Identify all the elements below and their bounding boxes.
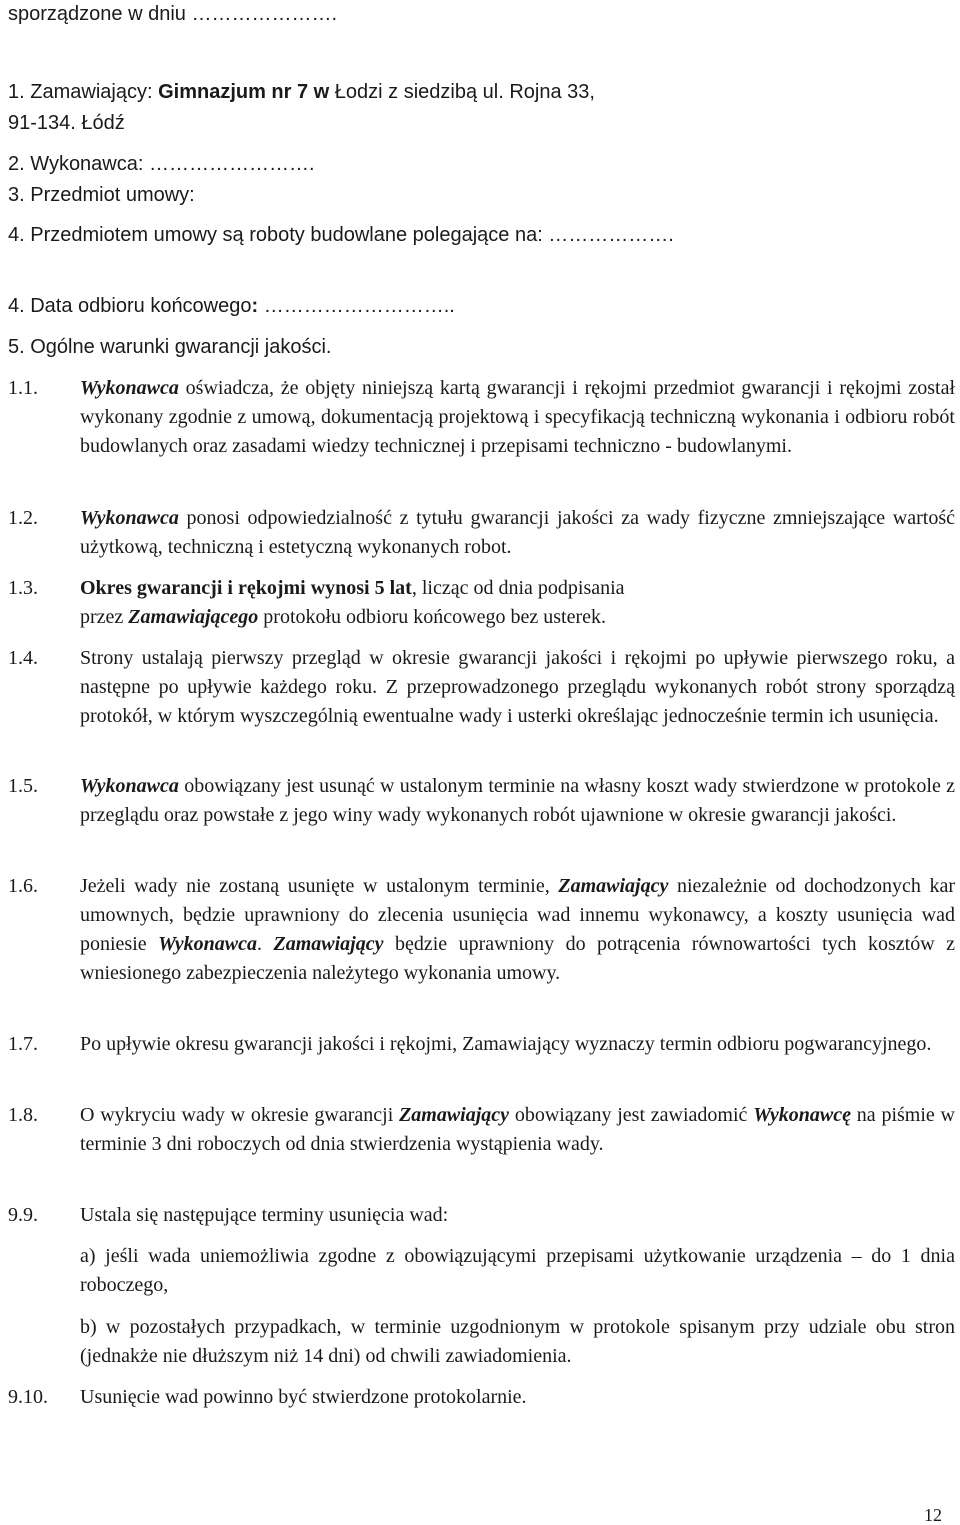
clause-body: przez: [80, 606, 129, 628]
clause-party: Wykonawca: [158, 933, 258, 955]
clause-body: , licząc od dnia podpisania: [411, 577, 625, 599]
clause-period: Okres gwarancji i rękojmi wynosi 5 lat: [80, 577, 412, 599]
clause-party: Zamawiający: [273, 933, 384, 955]
clause-party: Zamawiający: [399, 1104, 510, 1126]
clause-party: Wykonawca: [80, 775, 179, 797]
clause-text: Usunięcie wad powinno być stwierdzone protokolarnie.: [80, 1386, 527, 1408]
final-date-label: 4. Data odbioru końcowego: [8, 295, 252, 317]
clause-body: na piśmie w terminie 3 dni roboczych od dnia stwierdzenia wystąpienia wady.: [80, 1104, 956, 1155]
final-date-colon: :: [251, 295, 259, 317]
clause-body: będzie uprawniony do potrącenia równowartości tych kosztów z wniesionego zabezpieczenia należytego wykonania umowy.: [80, 933, 956, 984]
party-num: 1.: [8, 81, 25, 103]
clause-party: Wykonawca: [80, 507, 179, 529]
clause-text: [80, 374, 955, 461]
clause-text: [80, 504, 955, 562]
clause-1-7: [8, 1030, 955, 1059]
clause-body: .: [257, 933, 274, 955]
subject-line: 3. Przedmiot umowy:: [8, 184, 195, 206]
clause-body: protokołu odbioru końcowego bez usterek.: [258, 606, 606, 628]
works-line: 4. Przedmiotem umowy są roboty budowlane polegające na: ……………….: [8, 224, 674, 246]
party-label: Zamawiający:: [30, 81, 153, 103]
clause-body: Jeżeli wady nie zostaną usunięte w ustalonym terminie,: [80, 875, 559, 897]
clause-number: 1.3.: [8, 577, 38, 599]
clause-1-8: [8, 1101, 955, 1159]
clause-number: 9.10.: [8, 1386, 48, 1408]
clause-text: Po upływie okresu gwarancji jakości i rękojmi, Zamawiający wyznaczy termin odbioru pogwarancyjnego.: [80, 1033, 932, 1055]
clause-text: [80, 574, 955, 632]
party-address-line: 91-134. Łódź: [8, 112, 125, 134]
clause-1-3: [8, 574, 955, 632]
prepared-date-line: sporządzone w dniu ………………….: [8, 3, 338, 25]
general-terms-heading: 5. Ogólne warunki gwarancji jakości.: [8, 336, 332, 358]
clause-9-9: [8, 1201, 955, 1230]
page-number: 12: [924, 1505, 942, 1525]
clause-body: obowiązany jest usunąć w ustalonym terminie na własny koszt wady stwierdzone w protokole z przeglądu oraz powstałe z jego winy wady wykonanych robót ujawnione w okresie gwarancji jakości.: [80, 775, 955, 826]
party-rest: Łodzi z siedzibą ul. Rojna 33,: [334, 81, 595, 103]
clause-body: ponosi odpowiedzialność z tytułu gwarancji jakości za wady fizyczne zmniejszające wartość użytkową, techniczną i estetyczną wykonanych robot.: [80, 507, 955, 558]
clause-1-4: [8, 644, 955, 731]
clause-text: [80, 772, 955, 830]
party-name: Gimnazjum nr 7 w: [158, 81, 330, 103]
clause-body: O wykryciu wady w okresie gwarancji: [80, 1104, 400, 1126]
clause-text: Ustala się następujące terminy usunięcia wad:: [80, 1204, 449, 1226]
clause-party: Zamawiający: [558, 875, 669, 897]
clause-number: 1.1.: [8, 377, 38, 399]
clause-1-6: [8, 872, 955, 988]
clause-1-2: [8, 504, 955, 562]
clause-body: obowiązany jest zawiadomić: [509, 1104, 754, 1126]
clause-number: 1.8.: [8, 1104, 38, 1126]
final-date-line: [8, 292, 455, 321]
final-date-dots: ………………………..: [263, 295, 455, 317]
clause-party: Wykonawcę: [753, 1104, 851, 1126]
clause-number: 1.5.: [8, 775, 38, 797]
clause-text: [80, 872, 955, 988]
contractor-line: 2. Wykonawca: …………………….: [8, 153, 315, 175]
clause-9-10: [8, 1383, 955, 1412]
clause-number: 1.6.: [8, 875, 38, 897]
clause-text: Strony ustalają pierwszy przegląd w okresie gwarancji jakości i rękojmi po upływie pierwszego roku, a następne po upływie każdego roku. Z przeprowadzonego przeglądu wykonanych robót strony sporządzą protokół, w którym wyszczególnią ewentualne wady i usterki określając jednocześnie termin ich usunięcia.: [80, 647, 955, 727]
clause-number: 1.7.: [8, 1033, 38, 1055]
clause-party: Wykonawca: [80, 377, 179, 399]
clause-text: [80, 1101, 955, 1159]
sub-item-b: b) w pozostałych przypadkach, w terminie uzgodnionym w protokole spisanym przy udziale obu stron (jednakże nie dłuższym niż 14 dni) od chwili zawiadomienia.: [80, 1316, 955, 1367]
sub-item-a: a) jeśli wada uniemożliwia zgodne z obowiązującymi przepisami użytkowanie urządzenia – do 1 dnia roboczego,: [80, 1245, 955, 1296]
clause-number: 1.2.: [8, 507, 38, 529]
clause-1-5: [8, 772, 955, 830]
clause-body: oświadcza, że objęty niniejszą kartą gwarancji i rękojmi przedmiot gwarancji i rękojmi został wykonany zgodnie z umową, dokumentacją projektową i specyfikacją techniczną wykonania i odbioru robót budowlanych oraz zasadami wiedzy technicznej i przepisami techniczno - budowlanymi.: [80, 377, 955, 457]
clause-number: 1.4.: [8, 647, 38, 669]
clause-1-1: [8, 374, 955, 461]
clause-number: 9.9.: [8, 1204, 38, 1226]
clause-body: niezależnie od dochodzonych kar umownych, będzie uprawniony do zlecenia usunięcia wad innemu wykonawcy, a koszty usunięcia wad poniesie: [80, 875, 955, 955]
clause-party: Zamawiającego: [128, 606, 259, 628]
party-line: [8, 78, 595, 107]
